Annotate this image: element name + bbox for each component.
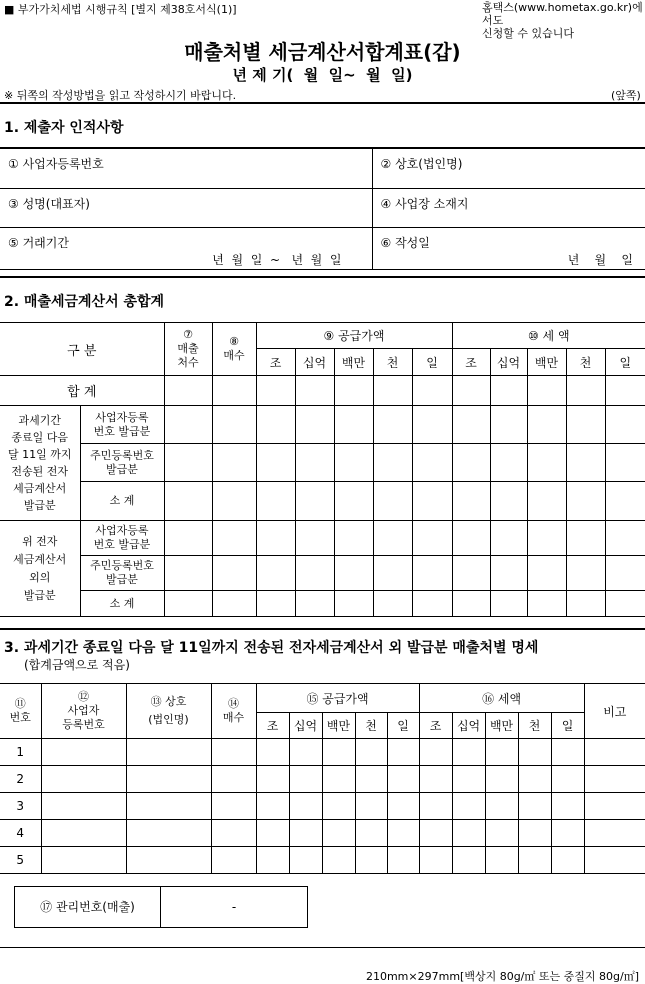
sheet-count-header — [212, 323, 256, 376]
cell[interactable] — [126, 766, 211, 793]
divider — [0, 628, 645, 630]
table-row — [0, 847, 645, 874]
management-number-value[interactable]: - — [161, 887, 307, 927]
c12-label-a: 사업자 — [42, 704, 126, 718]
cell[interactable] — [322, 847, 355, 874]
divider — [0, 947, 645, 948]
c13-label-b: (법인명) — [127, 711, 211, 729]
group2-line: 외의 — [0, 569, 80, 587]
electronic-invoice-group-label — [0, 406, 80, 521]
cell[interactable] — [373, 482, 412, 521]
c14-number: ⑭ — [212, 697, 256, 711]
cell[interactable] — [605, 444, 645, 482]
cell[interactable] — [452, 406, 490, 444]
cell[interactable] — [212, 444, 256, 482]
cell[interactable] — [355, 793, 387, 820]
cell[interactable] — [518, 739, 551, 766]
hometax-line-1: 홈택스(www.hometax.go.kr)에서도 — [482, 1, 645, 27]
cell[interactable] — [551, 766, 584, 793]
company-header — [126, 684, 211, 739]
cell[interactable] — [452, 766, 485, 793]
cell[interactable] — [373, 376, 412, 406]
cell[interactable] — [334, 482, 373, 521]
address-field[interactable] — [372, 189, 645, 228]
cell[interactable] — [41, 847, 126, 874]
cell[interactable] — [584, 820, 645, 847]
supply-value-header: ⑨ 공급가액 — [256, 323, 452, 349]
cell[interactable] — [412, 376, 452, 406]
page-side: (앞쪽) — [611, 87, 641, 103]
number-header — [0, 684, 41, 739]
cell[interactable] — [419, 739, 452, 766]
cell[interactable] — [322, 739, 355, 766]
cell[interactable] — [566, 591, 605, 617]
cell[interactable] — [490, 406, 527, 444]
representative-field[interactable] — [0, 189, 372, 228]
cell[interactable] — [527, 444, 566, 482]
total-summary-table — [0, 322, 645, 617]
unit-label: 일 — [387, 713, 419, 739]
c12-label-b: 등록번호 — [42, 718, 126, 732]
page-title: 매출처별 세금계산서합계표(갑) — [0, 36, 645, 65]
c11-label: 번호 — [0, 711, 41, 725]
unit-label: 일 — [605, 349, 645, 376]
trade-period-label: ⑤ 거래기간 — [8, 234, 372, 251]
table-row — [0, 793, 645, 820]
cell[interactable] — [419, 820, 452, 847]
business-number-label: ① 사업자등록번호 — [8, 157, 104, 171]
cell[interactable] — [551, 847, 584, 874]
cell[interactable] — [295, 376, 334, 406]
management-number-label: ⑰ 관리번호(매출) — [15, 887, 161, 927]
table-row — [0, 482, 645, 521]
cell[interactable] — [412, 521, 452, 556]
unit-label: 백만 — [485, 713, 518, 739]
cell[interactable] — [295, 591, 334, 617]
trade-period-field[interactable] — [0, 228, 372, 270]
cell[interactable] — [211, 793, 256, 820]
unit-label: 천 — [566, 349, 605, 376]
table-row — [0, 820, 645, 847]
cell[interactable] — [164, 406, 212, 444]
representative-label: ③ 성명(대표자) — [8, 197, 90, 211]
cell[interactable] — [490, 444, 527, 482]
sub-line: 번호 발급분 — [81, 538, 164, 552]
subtotal-label: 소 계 — [80, 482, 164, 521]
group2-line: 위 전자 — [0, 533, 80, 551]
cell[interactable] — [527, 591, 566, 617]
cell[interactable] — [412, 406, 452, 444]
sub-resident-number-label — [80, 556, 164, 591]
cell[interactable] — [211, 739, 256, 766]
row-number: 3 — [0, 793, 41, 820]
cell[interactable] — [452, 847, 485, 874]
cell[interactable] — [256, 739, 289, 766]
cell[interactable] — [485, 766, 518, 793]
subtotal-label: 소 계 — [80, 591, 164, 617]
section3-subtitle: (합계금액으로 적음) — [24, 656, 130, 673]
cell[interactable] — [322, 820, 355, 847]
cell[interactable] — [490, 521, 527, 556]
cell[interactable] — [164, 521, 212, 556]
cell[interactable] — [211, 847, 256, 874]
cell[interactable] — [212, 591, 256, 617]
other-invoice-group-label — [0, 521, 80, 617]
management-number-box — [14, 886, 308, 928]
cell[interactable] — [295, 406, 334, 444]
row-number: 1 — [0, 739, 41, 766]
sub-line: 번호 발급분 — [81, 425, 164, 439]
group1-line: 전송된 전자 — [0, 463, 80, 480]
cell[interactable] — [41, 793, 126, 820]
sub-line: 주민등록번호 — [81, 559, 164, 573]
unit-label: 십억 — [490, 349, 527, 376]
cell[interactable] — [41, 739, 126, 766]
cell[interactable] — [485, 793, 518, 820]
unit-label: 천 — [373, 349, 412, 376]
cell[interactable] — [527, 556, 566, 591]
unit-label: 조 — [452, 349, 490, 376]
address-label: ④ 사업장 소재지 — [381, 197, 469, 211]
unit-label: 백만 — [334, 349, 373, 376]
unit-label: 천 — [355, 713, 387, 739]
group1-line: 세금계산서 — [0, 480, 80, 497]
cell[interactable] — [452, 444, 490, 482]
cell[interactable] — [334, 376, 373, 406]
submitter-table — [0, 148, 645, 270]
unit-label: 조 — [256, 349, 295, 376]
total-row — [0, 376, 645, 406]
cell[interactable] — [256, 521, 295, 556]
cell[interactable] — [126, 739, 211, 766]
group1-line: 발급분 — [0, 497, 80, 514]
cell[interactable] — [605, 591, 645, 617]
tax-amount-header: ⑩ 세 액 — [452, 323, 645, 349]
sub-resident-number-label — [80, 444, 164, 482]
cell[interactable] — [412, 482, 452, 521]
cell[interactable] — [126, 793, 211, 820]
cell[interactable] — [295, 521, 334, 556]
cell[interactable] — [334, 591, 373, 617]
c13-label: ⑬ 상호 — [127, 693, 211, 711]
cell[interactable] — [164, 376, 212, 406]
table-row — [0, 521, 645, 556]
cell[interactable] — [126, 820, 211, 847]
cell[interactable] — [355, 820, 387, 847]
divider — [0, 276, 645, 278]
cell[interactable] — [566, 556, 605, 591]
cell[interactable] — [387, 766, 419, 793]
cell[interactable] — [212, 521, 256, 556]
cell[interactable] — [605, 556, 645, 591]
section2-title: 2. 매출세금계산서 총합계 — [4, 291, 164, 311]
cell[interactable] — [295, 556, 334, 591]
cell[interactable] — [387, 793, 419, 820]
cell[interactable] — [452, 820, 485, 847]
sub-line: 사업자등록 — [81, 524, 164, 538]
cell[interactable] — [256, 406, 295, 444]
table-row — [0, 591, 645, 617]
cell[interactable] — [605, 521, 645, 556]
table-row — [0, 406, 645, 444]
company-name-label: ② 상호(법인명) — [381, 157, 463, 171]
cell[interactable] — [551, 793, 584, 820]
cell[interactable] — [584, 847, 645, 874]
cell[interactable] — [256, 820, 289, 847]
cell[interactable] — [256, 376, 295, 406]
cell[interactable] — [412, 591, 452, 617]
unit-label: 십억 — [295, 349, 334, 376]
unit-label: 일 — [412, 349, 452, 376]
cell[interactable] — [490, 591, 527, 617]
cell[interactable] — [485, 739, 518, 766]
cell[interactable] — [452, 793, 485, 820]
cell[interactable] — [289, 766, 322, 793]
cell[interactable] — [355, 847, 387, 874]
cell[interactable] — [164, 444, 212, 482]
hometax-line-2: 신청할 수 있습니다 — [482, 27, 645, 40]
cell[interactable] — [211, 766, 256, 793]
cell[interactable] — [566, 406, 605, 444]
cell[interactable] — [387, 847, 419, 874]
cell[interactable] — [485, 820, 518, 847]
cell[interactable] — [490, 376, 527, 406]
cell[interactable] — [211, 820, 256, 847]
unit-label: 조 — [256, 713, 289, 739]
cell[interactable] — [373, 556, 412, 591]
sub-line: 사업자등록 — [81, 411, 164, 425]
cell[interactable] — [518, 847, 551, 874]
remark-header: 비고 — [584, 684, 645, 739]
cell[interactable] — [452, 591, 490, 617]
group1-line: 종료일 다음 — [0, 429, 80, 446]
cell[interactable] — [355, 766, 387, 793]
tax-amount-header: ⑯ 세액 — [419, 684, 584, 713]
cell[interactable] — [584, 793, 645, 820]
cell[interactable] — [295, 482, 334, 521]
gubun-header: 구 분 — [0, 323, 164, 376]
cell[interactable] — [566, 444, 605, 482]
instruction-note: ※ 뒤쪽의 작성방법을 읽고 작성하시기 바랍니다. — [4, 87, 236, 103]
paper-spec: 210mm×297mm[백상지 80g/㎡ 또는 중질지 80g/㎡] — [366, 968, 639, 984]
cell[interactable] — [212, 376, 256, 406]
cell[interactable] — [256, 556, 295, 591]
col7-number: ⑦ — [165, 328, 212, 342]
unit-label: 조 — [419, 713, 452, 739]
cell[interactable] — [41, 820, 126, 847]
section3-title: 3. 과세기간 종료일 다음 달 11일까지 전송된 전자세금계산서 외 발급분 매출처별 명세 — [4, 637, 538, 657]
written-date-field[interactable] — [372, 228, 645, 270]
cell[interactable] — [566, 521, 605, 556]
cell[interactable] — [126, 847, 211, 874]
business-number-field[interactable] — [0, 149, 372, 189]
cell[interactable] — [527, 376, 566, 406]
c14-label: 매수 — [212, 711, 256, 725]
cell[interactable] — [566, 482, 605, 521]
cell[interactable] — [212, 406, 256, 444]
cell[interactable] — [584, 739, 645, 766]
period-line: 년 제 기( 월 일~ 월 일) — [0, 64, 645, 85]
cell[interactable] — [164, 482, 212, 521]
cell[interactable] — [41, 766, 126, 793]
cell[interactable] — [551, 820, 584, 847]
hometax-notice — [482, 1, 645, 40]
sub-line: 주민등록번호 — [81, 449, 164, 463]
cell[interactable] — [490, 556, 527, 591]
trade-period-value: 년 월 일 ~ 년 월 일 — [212, 251, 341, 268]
col8-label: 매수 — [213, 349, 256, 363]
cell[interactable] — [334, 444, 373, 482]
cell[interactable] — [412, 444, 452, 482]
sub-business-number-label — [80, 521, 164, 556]
cell[interactable] — [212, 556, 256, 591]
biz-number-header — [41, 684, 126, 739]
cell[interactable] — [566, 376, 605, 406]
cell[interactable] — [452, 482, 490, 521]
cell[interactable] — [387, 820, 419, 847]
cell[interactable] — [322, 766, 355, 793]
cell[interactable] — [373, 406, 412, 444]
table-row — [0, 739, 645, 766]
form-reference: ■ 부가가치세법 시행규칙 [별지 제38호서식(1)] — [4, 1, 237, 17]
table-row — [0, 444, 645, 482]
cell[interactable] — [289, 739, 322, 766]
unit-label: 백만 — [527, 349, 566, 376]
unit-label: 백만 — [322, 713, 355, 739]
unit-label: 십억 — [452, 713, 485, 739]
cell[interactable] — [164, 556, 212, 591]
written-date-value: 년 월 일 — [568, 251, 633, 268]
cell[interactable] — [164, 591, 212, 617]
cell[interactable] — [452, 739, 485, 766]
cell[interactable] — [551, 739, 584, 766]
sheet-count-header — [211, 684, 256, 739]
total-label: 합 계 — [0, 376, 164, 406]
cell[interactable] — [527, 521, 566, 556]
company-name-field[interactable] — [372, 149, 645, 189]
row-number: 2 — [0, 766, 41, 793]
cell[interactable] — [289, 793, 322, 820]
table-row — [0, 766, 645, 793]
cell[interactable] — [322, 793, 355, 820]
cell[interactable] — [334, 406, 373, 444]
col8-number: ⑧ — [213, 335, 256, 349]
cell[interactable] — [518, 820, 551, 847]
cell[interactable] — [518, 766, 551, 793]
cell[interactable] — [605, 482, 645, 521]
cell[interactable] — [334, 521, 373, 556]
cell[interactable] — [584, 766, 645, 793]
cell[interactable] — [387, 739, 419, 766]
cell[interactable] — [256, 444, 295, 482]
unit-label: 천 — [518, 713, 551, 739]
cell[interactable] — [605, 406, 645, 444]
unit-label: 일 — [551, 713, 584, 739]
cell[interactable] — [605, 376, 645, 406]
section1-title: 1. 제출자 인적사항 — [4, 117, 123, 137]
c12-number: ⑫ — [42, 690, 126, 704]
cell[interactable] — [256, 847, 289, 874]
cell[interactable] — [289, 820, 322, 847]
row-number: 5 — [0, 847, 41, 874]
cell[interactable] — [419, 847, 452, 874]
sub-line: 발급분 — [81, 573, 164, 587]
cell[interactable] — [452, 376, 490, 406]
cell[interactable] — [527, 406, 566, 444]
cell[interactable] — [485, 847, 518, 874]
col7-label-b: 처수 — [165, 356, 212, 370]
cell[interactable] — [373, 521, 412, 556]
divider — [0, 102, 645, 104]
table-row — [0, 556, 645, 591]
buyer-count-header — [164, 323, 212, 376]
group2-line: 세금계산서 — [0, 551, 80, 569]
buyer-detail-table — [0, 683, 645, 874]
cell[interactable] — [355, 739, 387, 766]
cell[interactable] — [295, 444, 334, 482]
sub-line: 발급분 — [81, 463, 164, 477]
cell[interactable] — [419, 793, 452, 820]
cell[interactable] — [256, 482, 295, 521]
cell[interactable] — [212, 482, 256, 521]
group1-line: 과세기간 — [0, 412, 80, 429]
cell[interactable] — [518, 793, 551, 820]
cell[interactable] — [412, 556, 452, 591]
group2-line: 발급분 — [0, 587, 80, 605]
group1-line: 달 11일 까지 — [0, 446, 80, 463]
cell[interactable] — [256, 591, 295, 617]
cell[interactable] — [373, 444, 412, 482]
cell[interactable] — [452, 521, 490, 556]
cell[interactable] — [373, 591, 412, 617]
cell[interactable] — [452, 556, 490, 591]
written-date-label: ⑥ 작성일 — [381, 234, 645, 251]
sub-business-number-label — [80, 406, 164, 444]
c11-number: ⑪ — [0, 697, 41, 711]
cell[interactable] — [490, 482, 527, 521]
cell[interactable] — [527, 482, 566, 521]
cell[interactable] — [419, 766, 452, 793]
supply-value-header: ⑮ 공급가액 — [256, 684, 419, 713]
row-number: 4 — [0, 820, 41, 847]
unit-label: 십억 — [289, 713, 322, 739]
cell[interactable] — [256, 766, 289, 793]
cell[interactable] — [289, 847, 322, 874]
cell[interactable] — [334, 556, 373, 591]
cell[interactable] — [256, 793, 289, 820]
col7-label-a: 매출 — [165, 342, 212, 356]
